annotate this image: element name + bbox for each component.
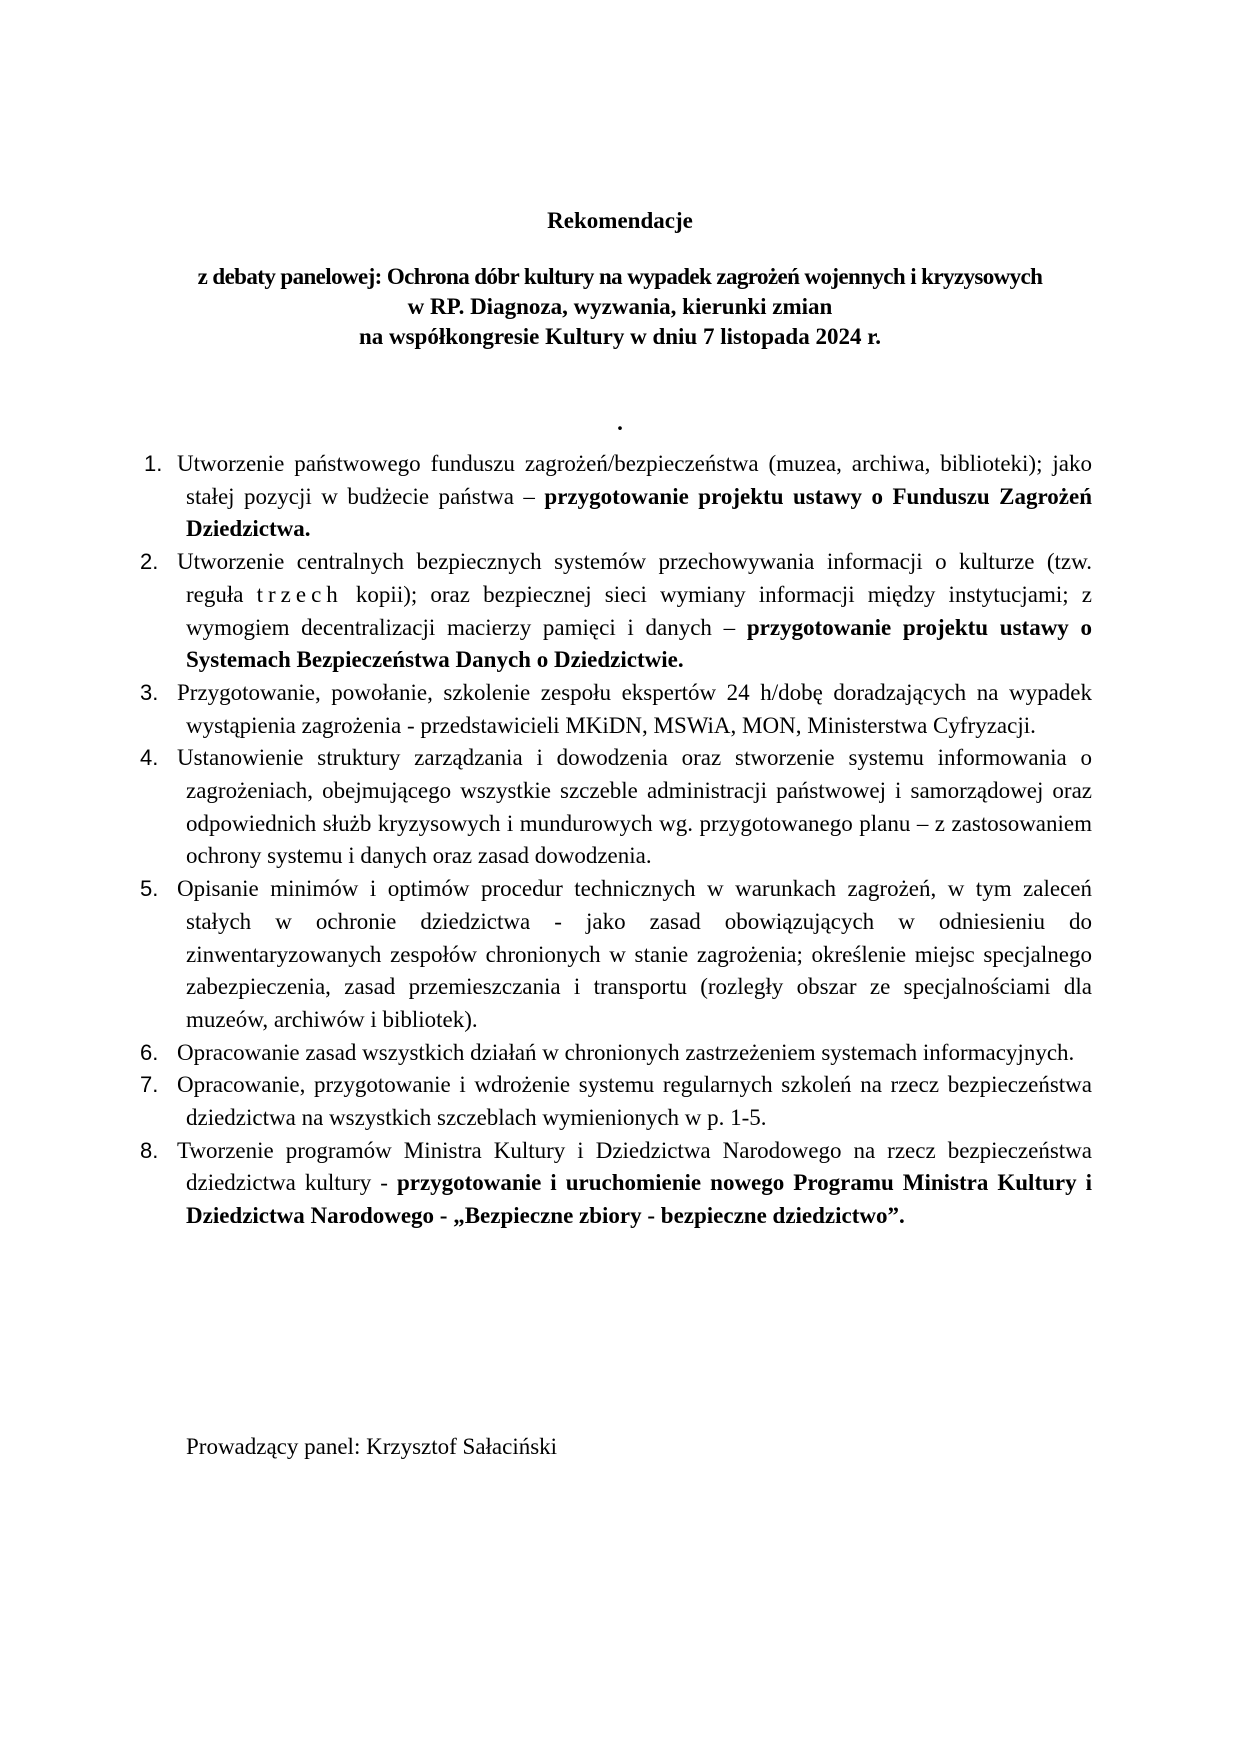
document-subtitle — [150, 262, 1090, 352]
recommendation-text: Przygotowanie, powołanie, szkolenie zespołu ekspertów 24 h/dobę doradzających na wypadek wystąpienia zagrożenia - przedstawicieli MKiDN, MSWiA, MON, Ministerstwa Cyfryzacji. — [177, 679, 1092, 738]
recommendation-text: Ustanowienie struktury zarządzania i dowodzenia oraz stworzenie systemu informowania o zagrożeniach, obejmującego wszystkie szczeble administracji państwowej i samorządowej oraz odpowiednich służb kryzysowych i mundurowych wg. przygotowanego planu – z zastosowaniem ochrony systemu i danych oraz zasad dowodzenia. — [177, 745, 1092, 869]
recommendation-text: Tworzenie programów Ministra Kultury i Dziedzictwa Narodowego na rzecz bezpieczeństwa dziedzictwa kultury - — [177, 1137, 1092, 1196]
recommendation-item — [144, 448, 1092, 546]
recommendation-number: 3. — [140, 679, 159, 705]
recommendation-item — [140, 1037, 1092, 1070]
subtitle-line: w RP. Diagnoza, wyzwania, kierunki zmian — [407, 294, 833, 319]
recommendation-text: kopii); oraz bezpiecznej sieci wymiany informacji między instytucjami; z wymogiem decentralizacji macierzy pamięci i danych – — [186, 581, 1093, 640]
recommendation-text: Opracowanie zasad wszystkich działań w chronionych zastrzeżeniem systemach informacyjnych. — [177, 1039, 1075, 1065]
recommendation-spaced-text: trzech — [256, 581, 343, 607]
recommendation-number: 6. — [140, 1039, 159, 1065]
recommendation-item — [140, 677, 1092, 742]
recommendation-text: Utworzenie centralnych bezpiecznych systemów przechowywania informacji o kulturze (tzw. reguła — [177, 549, 1092, 607]
recommendation-number: 8. — [140, 1137, 159, 1163]
separator-dot: . — [617, 410, 623, 435]
document-title: Rekomendacje — [547, 208, 693, 233]
recommendation-number: 7. — [140, 1072, 159, 1098]
recommendation-number: 4. — [140, 745, 159, 771]
recommendation-item — [140, 742, 1092, 873]
recommendation-text: Opracowanie, przygotowanie i wdrożenie systemu regularnych szkoleń na rzecz bezpieczeństwa dziedzictwa na wszystkich szczeblach wymienionych w p. 1-5. — [177, 1072, 1092, 1131]
subtitle-line: z debaty panelowej: Ochrona dóbr kultury na wypadek zagrożeń wojennych i kryzysowych — [197, 264, 1043, 289]
recommendation-item — [140, 1069, 1092, 1134]
recommendation-item — [140, 1135, 1092, 1233]
panel-host-signature: Prowadzący panel: Krzysztof Sałaciński — [186, 1434, 558, 1459]
recommendation-number: 1. — [144, 451, 163, 476]
recommendation-bold-text: przygotowanie projektu ustawy o Funduszu Zagrożeń Dziedzictwa. — [186, 483, 1092, 542]
recommendation-number: 5. — [140, 876, 159, 902]
recommendation-bold-text: przygotowanie projektu ustawy o Systemach Bezpieczeństwa Danych o Dziedzictwie. — [186, 614, 1092, 673]
recommendation-text: Utworzenie państwowego funduszu zagrożeń/bezpieczeństwa (muzea, archiwa, biblioteki); jako stałej pozycji w budżecie państwa – — [177, 451, 1092, 509]
subtitle-line: na współkongresie Kultury w dniu 7 listopada 2024 r. — [358, 324, 882, 349]
recommendation-number: 2. — [140, 549, 159, 575]
recommendation-item — [140, 546, 1093, 677]
recommendation-bold-text: przygotowanie i uruchomienie nowego Programu Ministra Kultury i Dziedzictwa Narodowego - „Bezpieczne zbiory - bezpieczne dziedzictwo”. — [186, 1170, 1092, 1229]
recommendations-list — [140, 448, 1093, 1233]
recommendation-item — [140, 873, 1092, 1037]
recommendation-text: Opisanie minimów i optimów procedur technicznych w warunkach zagrożeń, w tym zaleceń stałych w ochronie dziedzictwa - jako zasad obowiązujących w odniesieniu do zinwentaryzowanych zespołów chronionych w stanie zagrożenia; określenie miejsc specjalnego zabezpieczenia, zasad przemieszczania i transportu (rozległy obszar ze specjalnościami dla muzeów, archiwów i bibliotek). — [177, 876, 1092, 1032]
